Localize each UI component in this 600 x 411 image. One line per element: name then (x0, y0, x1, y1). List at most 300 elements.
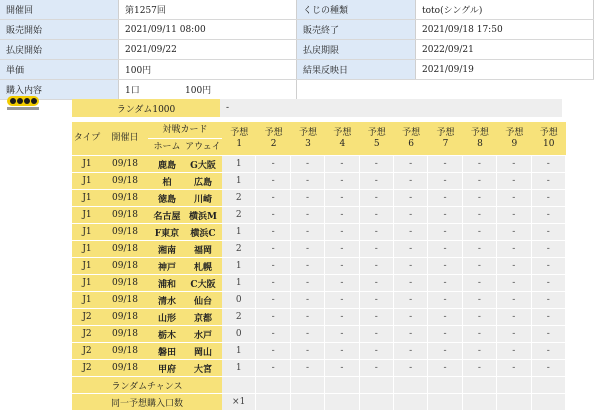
prediction-cell: - (360, 275, 394, 292)
random-chance-row (72, 377, 566, 394)
match-type: J1 (72, 241, 102, 258)
same-prediction-cell (394, 394, 428, 411)
prediction-cell: - (428, 343, 462, 360)
prediction-cell: - (291, 173, 325, 190)
match-type: J1 (72, 190, 102, 207)
same-prediction-cell (325, 394, 359, 411)
away-team: 水戸 (193, 330, 212, 341)
home-team: 神戸 (157, 262, 176, 273)
prediction-table (72, 122, 566, 411)
info-value: 第1257回 (119, 0, 297, 20)
prediction-cell: - (394, 292, 428, 309)
prediction-cell: - (291, 275, 325, 292)
away-team: 福岡 (193, 245, 212, 256)
match-date: 09/18 (102, 343, 148, 360)
prediction-cell: - (497, 224, 531, 241)
match-type: J1 (72, 224, 102, 241)
prediction-cell: - (360, 156, 394, 173)
home-team: 鹿島 (157, 160, 176, 171)
prediction-cell: 2 (222, 241, 256, 258)
match-row (72, 241, 566, 258)
match-card (148, 258, 222, 275)
prediction-cell: - (394, 326, 428, 343)
prediction-cell: - (428, 258, 462, 275)
home-team: 栃木 (157, 330, 176, 341)
match-row (72, 326, 566, 343)
prediction-cell: - (394, 309, 428, 326)
prediction-cell: - (291, 258, 325, 275)
info-key: 単価 (0, 60, 119, 80)
prediction-cell: - (256, 258, 290, 275)
prediction-cell: - (532, 360, 566, 377)
match-row (72, 173, 566, 190)
home-team: 徳島 (157, 194, 176, 205)
away-team: 横浜C (190, 228, 216, 239)
match-card (148, 343, 222, 360)
match-card (148, 275, 222, 292)
header-prediction-number: 1 (236, 138, 243, 149)
header-prediction-label: 予想 (264, 127, 283, 138)
prediction-cell: - (360, 241, 394, 258)
match-row (72, 360, 566, 377)
match-row (72, 275, 566, 292)
match-date: 09/18 (102, 258, 148, 275)
random-chance-cell (291, 377, 325, 394)
prediction-cell: - (325, 207, 359, 224)
prediction-cell: - (497, 190, 531, 207)
match-date: 09/18 (102, 156, 148, 173)
home-team: 湘南 (157, 245, 176, 256)
purchase-label: 購入内容 (0, 80, 119, 100)
prediction-cell: - (256, 275, 290, 292)
prediction-cell: - (325, 275, 359, 292)
match-type: J1 (72, 258, 102, 275)
info-key: 開催回 (0, 0, 119, 20)
away-team: 横浜M (189, 211, 217, 222)
prediction-cell: - (394, 360, 428, 377)
home-team: F東京 (154, 228, 180, 239)
info-row (0, 0, 594, 20)
match-type: J2 (72, 309, 102, 326)
prediction-cell: - (325, 292, 359, 309)
purchase-content (119, 80, 297, 100)
prediction-cell: - (497, 156, 531, 173)
random-chance-cell (256, 377, 290, 394)
header-prediction-5 (360, 122, 394, 156)
match-date: 09/18 (102, 207, 148, 224)
prediction-cell: - (428, 292, 462, 309)
home-team: 名古屋 (153, 211, 181, 222)
header-prediction-number: 6 (408, 138, 415, 149)
info-row (0, 40, 594, 60)
prediction-cell: - (497, 343, 531, 360)
home-team: 浦和 (157, 279, 176, 290)
away-team: 川崎 (193, 194, 212, 205)
away-team: 京都 (193, 313, 212, 324)
match-card (148, 309, 222, 326)
prediction-cell: 2 (222, 190, 256, 207)
prediction-cell: - (394, 343, 428, 360)
away-team: 大宮 (193, 364, 212, 375)
match-date: 09/18 (102, 224, 148, 241)
away-team: C大阪 (190, 279, 216, 290)
match-row (72, 190, 566, 207)
match-row (72, 292, 566, 309)
header-prediction-label: 予想 (470, 127, 489, 138)
match-type: J1 (72, 173, 102, 190)
prediction-cell: - (325, 309, 359, 326)
prediction-cell: - (360, 360, 394, 377)
away-team: 仙台 (193, 296, 212, 307)
header-prediction-6 (394, 122, 428, 156)
prediction-cell: - (463, 326, 497, 343)
prediction-cell: - (256, 292, 290, 309)
prediction-cell: - (394, 258, 428, 275)
prediction-cell: - (325, 360, 359, 377)
prediction-cell: - (497, 326, 531, 343)
match-row (72, 207, 566, 224)
header-prediction-number: 7 (442, 138, 449, 149)
match-type: J2 (72, 343, 102, 360)
prediction-cell: - (256, 173, 290, 190)
match-card (148, 292, 222, 309)
prediction-cell: - (463, 173, 497, 190)
header-prediction-label: 予想 (333, 127, 352, 138)
info-row (0, 20, 594, 40)
prediction-cell: - (532, 326, 566, 343)
home-team: 甲府 (157, 364, 176, 375)
header-prediction-label: 予想 (539, 127, 558, 138)
info-value: 2021/09/19 (416, 60, 594, 80)
header-date: 開催日 (102, 122, 148, 156)
match-type: J1 (72, 156, 102, 173)
prediction-cell: - (463, 241, 497, 258)
same-prediction-cell (360, 394, 394, 411)
prediction-cell: - (394, 224, 428, 241)
header-prediction-9 (497, 122, 531, 156)
info-key: 払戻開始 (0, 40, 119, 60)
header-prediction-1 (222, 122, 256, 156)
info-value: 2021/09/22 (119, 40, 297, 60)
info-value: 2021/09/18 17:50 (416, 20, 594, 40)
prediction-cell: 1 (222, 258, 256, 275)
random-chance-cell (222, 377, 256, 394)
header-prediction-label: 予想 (505, 127, 524, 138)
prediction-cell: - (256, 343, 290, 360)
match-row (72, 224, 566, 241)
random-chance-cell (497, 377, 531, 394)
prediction-cell: 2 (222, 309, 256, 326)
prediction-cell: - (325, 343, 359, 360)
match-type: J1 (72, 292, 102, 309)
prediction-cell: - (394, 275, 428, 292)
match-card (148, 326, 222, 343)
same-prediction-label: 同一予想購入口数 (72, 394, 222, 411)
header-prediction-label: 予想 (367, 127, 386, 138)
prediction-cell: - (394, 190, 428, 207)
info-value: 2022/09/21 (416, 40, 594, 60)
header-home-away (148, 139, 222, 156)
header-prediction-label: 予想 (298, 127, 317, 138)
same-prediction-cell (463, 394, 497, 411)
purchase-count: 1口 (125, 86, 140, 96)
match-card (148, 207, 222, 224)
prediction-cell: - (360, 292, 394, 309)
prediction-cell: - (256, 360, 290, 377)
home-team: 山形 (157, 313, 176, 324)
prediction-cell: 1 (222, 156, 256, 173)
prediction-cell: - (428, 190, 462, 207)
prediction-cell: - (256, 241, 290, 258)
toto-logo-caption (7, 107, 39, 110)
header-prediction-number: 3 (305, 138, 311, 149)
prediction-cell: - (428, 326, 462, 343)
header-prediction-number: 9 (511, 138, 518, 149)
random-1000-value: - (220, 99, 562, 117)
header-prediction-number: 5 (373, 138, 380, 149)
prediction-cell: - (497, 258, 531, 275)
prediction-cell: - (291, 343, 325, 360)
prediction-cell: - (463, 360, 497, 377)
prediction-cell: - (497, 360, 531, 377)
header-row (72, 122, 566, 139)
info-key: 結果反映日 (297, 60, 416, 80)
random-chance-label: ランダムチャンス (72, 377, 222, 394)
info-key: 販売開始 (0, 20, 119, 40)
prediction-cell: - (428, 207, 462, 224)
same-prediction-cell: ×1 (222, 394, 256, 411)
prediction-cell: - (532, 258, 566, 275)
prediction-cell: - (291, 207, 325, 224)
prediction-cell: - (428, 241, 462, 258)
same-prediction-cell (497, 394, 531, 411)
match-card (148, 360, 222, 377)
prediction-cell: - (291, 241, 325, 258)
away-team: G大阪 (190, 160, 216, 171)
header-prediction-number: 2 (270, 138, 277, 149)
random-chance-cell (463, 377, 497, 394)
header-match: 対戦カード (148, 122, 222, 139)
match-date: 09/18 (102, 309, 148, 326)
same-prediction-cell (428, 394, 462, 411)
prediction-cell: - (497, 309, 531, 326)
match-date: 09/18 (102, 241, 148, 258)
prediction-cell: - (256, 207, 290, 224)
header-prediction-number: 10 (543, 138, 555, 149)
header-home: ホーム (153, 141, 181, 152)
match-row (72, 343, 566, 360)
header-prediction-4 (325, 122, 359, 156)
prediction-cell: - (256, 309, 290, 326)
prediction-cell: 1 (222, 343, 256, 360)
prediction-cell: - (325, 190, 359, 207)
prediction-cell: - (532, 207, 566, 224)
random-chance-cell (394, 377, 428, 394)
match-card (148, 190, 222, 207)
prediction-cell: - (360, 343, 394, 360)
info-row (0, 60, 594, 80)
random-1000-label: ランダム1000 (72, 99, 220, 117)
prediction-cell: - (428, 173, 462, 190)
prediction-cell: - (360, 190, 394, 207)
prediction-cell: - (360, 258, 394, 275)
prediction-cell: - (360, 309, 394, 326)
prediction-cell: - (497, 241, 531, 258)
prediction-cell: - (532, 224, 566, 241)
prediction-cell: - (532, 292, 566, 309)
prediction-cell: - (463, 292, 497, 309)
prediction-cell: - (428, 224, 462, 241)
info-key: 販売終了 (297, 20, 416, 40)
header-prediction-label: 予想 (402, 127, 421, 138)
random-chance-cell (325, 377, 359, 394)
random-chance-cell (360, 377, 394, 394)
prediction-cell: - (325, 173, 359, 190)
match-date: 09/18 (102, 190, 148, 207)
prediction-cell: 2 (222, 207, 256, 224)
prediction-cell: - (291, 292, 325, 309)
away-team: 岡山 (193, 347, 212, 358)
toto-logo (7, 96, 39, 106)
match-card (148, 224, 222, 241)
match-date: 09/18 (102, 326, 148, 343)
prediction-cell: 1 (222, 224, 256, 241)
match-type: J2 (72, 360, 102, 377)
purchase-amount: 100円 (185, 86, 212, 96)
home-team: 磐田 (157, 347, 176, 358)
prediction-cell: - (428, 156, 462, 173)
match-row (72, 156, 566, 173)
match-date: 09/18 (102, 275, 148, 292)
header-prediction-label: 予想 (436, 127, 455, 138)
prediction-cell: - (497, 207, 531, 224)
prediction-cell: - (497, 292, 531, 309)
prediction-cell: - (256, 326, 290, 343)
random-chance-cell (428, 377, 462, 394)
prediction-cell: - (360, 326, 394, 343)
header-prediction-label: 予想 (230, 127, 249, 138)
home-team: 清水 (157, 296, 176, 307)
prediction-cell: - (256, 156, 290, 173)
prediction-cell: - (325, 258, 359, 275)
prediction-cell: - (532, 156, 566, 173)
prediction-cell: - (394, 173, 428, 190)
same-prediction-cell (256, 394, 290, 411)
match-row (72, 309, 566, 326)
prediction-cell: - (532, 241, 566, 258)
prediction-cell: - (463, 309, 497, 326)
info-key: 払戻期限 (297, 40, 416, 60)
header-prediction-2 (256, 122, 290, 156)
prediction-cell: - (360, 224, 394, 241)
match-card (148, 241, 222, 258)
prediction-cell: - (463, 156, 497, 173)
info-value: toto(シングル) (416, 0, 594, 20)
home-team: 柏 (162, 177, 172, 188)
prediction-cell: - (428, 275, 462, 292)
prediction-cell: - (394, 207, 428, 224)
prediction-cell: - (291, 190, 325, 207)
match-card (148, 173, 222, 190)
prediction-cell: - (256, 190, 290, 207)
prediction-cell: - (463, 343, 497, 360)
match-type: J1 (72, 275, 102, 292)
random-chance-cell (532, 377, 566, 394)
prediction-cell: - (291, 309, 325, 326)
match-date: 09/18 (102, 292, 148, 309)
prediction-cell: 1 (222, 173, 256, 190)
match-date: 09/18 (102, 173, 148, 190)
prediction-cell: - (360, 207, 394, 224)
match-type: J1 (72, 207, 102, 224)
prediction-cell: - (532, 190, 566, 207)
random-1000-row (72, 99, 562, 117)
prediction-cell: - (291, 156, 325, 173)
match-type: J2 (72, 326, 102, 343)
match-card (148, 156, 222, 173)
prediction-cell: - (360, 173, 394, 190)
prediction-cell: - (256, 224, 290, 241)
prediction-cell: - (463, 224, 497, 241)
prediction-cell: - (291, 224, 325, 241)
prediction-cell: - (325, 326, 359, 343)
header-prediction-7 (428, 122, 462, 156)
header-prediction-3 (291, 122, 325, 156)
prediction-cell: 1 (222, 275, 256, 292)
prediction-cell: 0 (222, 326, 256, 343)
info-value: 100円 (119, 60, 297, 80)
prediction-cell: - (497, 275, 531, 292)
header-prediction-number: 4 (339, 138, 346, 149)
header-prediction-10 (532, 122, 566, 156)
prediction-cell: - (394, 156, 428, 173)
prediction-cell: - (428, 309, 462, 326)
header-type: タイプ (72, 122, 102, 156)
prediction-cell: - (497, 173, 531, 190)
match-date: 09/18 (102, 360, 148, 377)
info-key: くじの種類 (297, 0, 416, 20)
prediction-cell: - (463, 275, 497, 292)
prediction-cell: - (291, 326, 325, 343)
same-prediction-cell (291, 394, 325, 411)
away-team: 札幌 (193, 262, 212, 273)
prediction-cell: - (428, 360, 462, 377)
same-prediction-row (72, 394, 566, 411)
prediction-cell: - (532, 309, 566, 326)
prediction-cell: - (463, 190, 497, 207)
info-value: 2021/09/11 08:00 (119, 20, 297, 40)
header-away: アウェイ (185, 141, 221, 152)
purchase-blank (297, 80, 594, 100)
match-row (72, 258, 566, 275)
prediction-cell: - (325, 224, 359, 241)
same-prediction-cell (532, 394, 566, 411)
header-prediction-number: 8 (477, 138, 483, 149)
prediction-cell: - (532, 275, 566, 292)
prediction-cell: 1 (222, 360, 256, 377)
prediction-cell: - (532, 173, 566, 190)
prediction-cell: - (463, 258, 497, 275)
away-team: 広島 (193, 177, 212, 188)
purchase-row (0, 80, 594, 100)
prediction-cell: - (325, 156, 359, 173)
prediction-cell: 0 (222, 292, 256, 309)
prediction-cell: - (532, 343, 566, 360)
prediction-cell: - (291, 360, 325, 377)
header-prediction-8 (463, 122, 497, 156)
prediction-cell: - (463, 207, 497, 224)
lottery-info-table (0, 0, 594, 100)
